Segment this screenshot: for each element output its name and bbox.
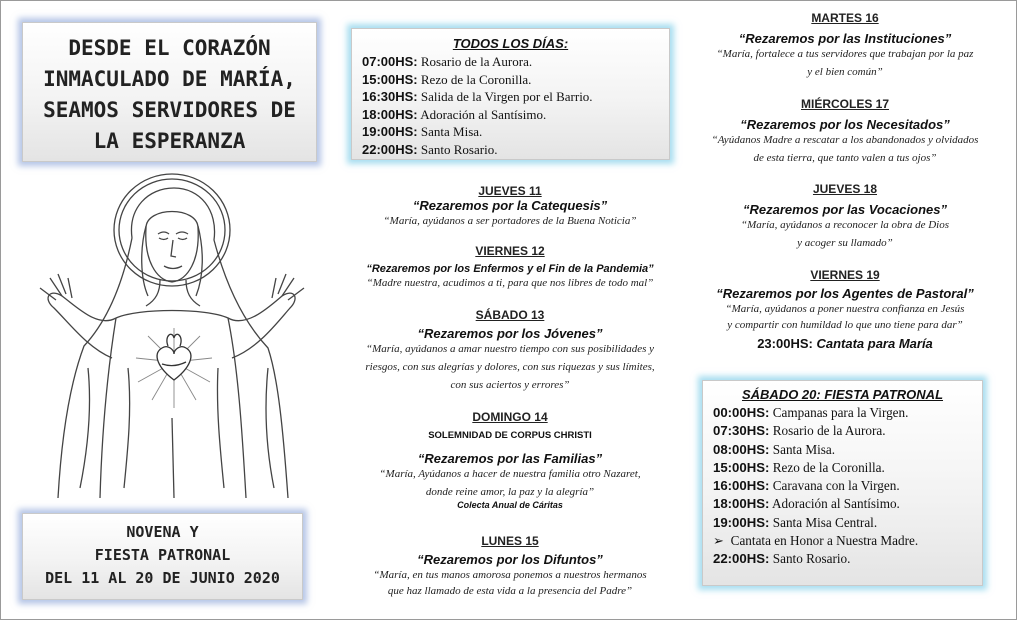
- day-heading: DOMINGO 14: [472, 410, 548, 424]
- sabado20-heading: SÁBADO 20: FIESTA PATRONAL: [741, 387, 944, 402]
- schedule-item: 16:00HS: Caravana con la Virgen.: [713, 478, 900, 494]
- virgin-mary-illustration: [28, 168, 306, 506]
- sabado20-box: [702, 380, 983, 586]
- schedule-item: 07:00HS: Rosario de la Aurora.: [362, 54, 533, 69]
- day-heading: MARTES 16: [811, 11, 879, 25]
- schedule-item: ➢ Cantata en Honor a Nuestra Madre.: [713, 533, 919, 549]
- day-quote: y acoger su llamado”: [797, 237, 893, 249]
- day-quote: “Madre nuestra, acudimos a ti, para que nos libres de todo mal”: [366, 277, 654, 289]
- schedule-item: 16:30HS: Salida de la Virgen por el Barrio.: [362, 89, 593, 105]
- schedule-item: 19:00HS: Santa Misa.: [362, 124, 483, 140]
- cantata-line: [680, 336, 1010, 351]
- schedule-item: 18:00HS: Adoración al Santísimo.: [362, 106, 547, 122]
- schedule-item: 18:00HS: Adoración al Santísimo.: [713, 496, 900, 512]
- day-prayer: “Rezaremos por los Difuntos”: [417, 552, 603, 567]
- page-title: [23, 23, 316, 157]
- day-block: [345, 308, 675, 393]
- day-heading: VIERNES 19: [810, 268, 880, 282]
- novena-line: DEL 11 AL 20 DE JUNIO 2020: [45, 569, 280, 587]
- day-quote: y el bien común”: [807, 66, 883, 78]
- day-prayer: “Rezaremos por los Necesitados”: [740, 117, 950, 132]
- day-quote: “María, Ayúdanos a hacer de nuestra familia otro Nazaret,: [379, 468, 641, 480]
- day-prayer: “Rezaremos por los Jóvenes”: [417, 326, 603, 341]
- cantata-time: 23:00HS:: [757, 336, 813, 351]
- schedule-item: 15:00HS: Rezo de la Coronilla.: [362, 71, 532, 87]
- schedule-item: 08:00HS: Santa Misa.: [713, 441, 836, 457]
- day-quote: “María, en tus manos amorosa ponemos a nuestros hermanos: [373, 569, 647, 581]
- novena-line: FIESTA PATRONAL: [94, 546, 231, 564]
- day-quote: que haz llamado de esta vida a la presencia del Padre”: [387, 585, 633, 597]
- schedule-item: 07:30HS: Rosario de la Aurora.: [713, 423, 886, 439]
- arrow-bullet-icon: ➢: [713, 533, 725, 549]
- day-quote: riesgos, con sus alegrías y dolores, con sus riquezas y sus límites,: [365, 361, 655, 373]
- day-heading: JUEVES 18: [812, 182, 878, 196]
- day-heading: JUEVES 11: [478, 184, 542, 198]
- day-block: [680, 11, 1010, 80]
- day-prayer: “Rezaremos por los Agentes de Pastoral”: [716, 286, 974, 301]
- day-prayer: “Rezaremos por la Catequesis”: [412, 198, 608, 213]
- day-quote: de esta tierra, que tanto valen a tus ojos”: [753, 152, 937, 164]
- day-prayer: “Rezaremos por las Vocaciones”: [743, 202, 947, 217]
- novena-line: NOVENA Y: [126, 523, 199, 541]
- schedule-item: 15:00HS: Rezo de la Coronilla.: [713, 459, 885, 475]
- day-block: [680, 97, 1010, 166]
- todos-dias-list: [352, 53, 669, 159]
- day-block: [345, 534, 675, 599]
- day-block: [345, 410, 675, 510]
- schedule-item: 22:00HS: Santo Rosario.: [713, 551, 851, 567]
- day-quote: “María, ayúdanos a reconocer la obra de Dios: [741, 219, 949, 231]
- day-block: [345, 244, 675, 291]
- sabado20-list: [703, 404, 982, 569]
- day-subtitle: SOLEMNIDAD DE CORPUS CHRISTI: [428, 430, 592, 441]
- day-quote: “María, ayúdanos a amar nuestro tiempo con sus posibilidades y: [365, 343, 655, 355]
- day-heading: SÁBADO 13: [475, 308, 545, 322]
- title-line: INMACULADO DE MARÍA,: [43, 67, 296, 91]
- day-note: Colecta Anual de Cáritas: [457, 500, 563, 510]
- day-heading: VIERNES 12: [475, 244, 545, 258]
- day-prayer: “Rezaremos por las Familias”: [417, 451, 603, 466]
- title-line: DESDE EL CORAZÓN: [68, 36, 271, 60]
- novena-text: [23, 514, 302, 590]
- day-quote: donde reine amor, la paz y la alegría”: [425, 486, 595, 498]
- day-block: [345, 184, 675, 229]
- todos-dias-heading: TODOS LOS DÍAS:: [452, 36, 569, 51]
- day-prayer: “Rezaremos por los Enfermos y el Fin de la Pandemia”: [366, 263, 654, 275]
- schedule-item: 00:00HS: Campanas para la Virgen.: [713, 405, 909, 420]
- day-heading: LUNES 15: [481, 534, 539, 548]
- schedule-item: 22:00HS: Santo Rosario.: [362, 141, 498, 157]
- day-block: [680, 182, 1010, 251]
- cantata-title: Cantata para María: [816, 336, 933, 351]
- day-prayer: “Rezaremos por las Instituciones”: [738, 31, 952, 46]
- day-quote: “María, ayúdanos a ser portadores de la Buena Noticia”: [383, 215, 637, 227]
- todos-dias-box: [351, 28, 670, 160]
- day-quote: “María, ayúdanos a poner nuestra confianza en Jesús: [725, 303, 965, 315]
- day-quote: con sus aciertos y errores”: [450, 379, 570, 391]
- day-quote: “María, fortalece a tus servidores que trabajan por la paz: [716, 48, 974, 60]
- day-quote: y compartir con humildad lo que uno tiene para dar”: [727, 319, 963, 331]
- day-heading: MIÉRCOLES 17: [800, 97, 890, 111]
- title-line: SEAMOS SERVIDORES DE: [43, 98, 296, 122]
- title-box: [22, 22, 317, 162]
- novena-box: [22, 513, 303, 600]
- schedule-item: 19:00HS: Santa Misa Central.: [713, 514, 878, 530]
- day-quote: “Ayúdanos Madre a rescatar a los abandonados y olvidados: [711, 134, 979, 146]
- title-line: LA ESPERANZA: [93, 129, 246, 153]
- day-block: [680, 268, 1010, 351]
